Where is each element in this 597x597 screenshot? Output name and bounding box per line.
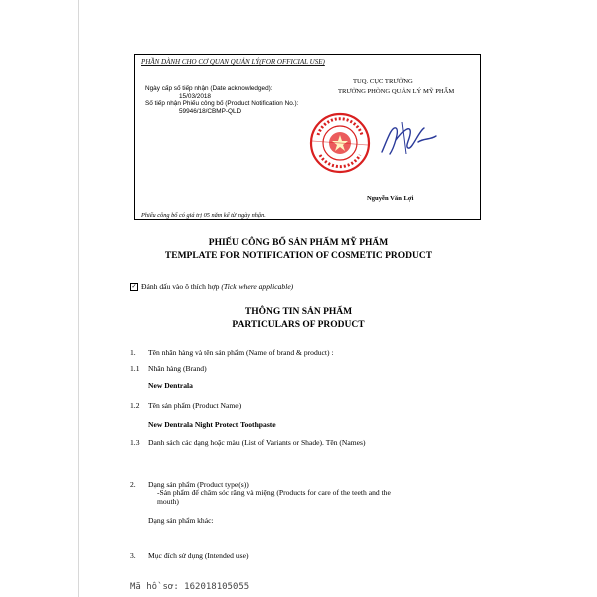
item-1-1-label: Nhãn hàng (Brand) [148, 364, 207, 373]
item-1-3-label: Danh sách các dạng hoặc màu (List of Variants or Shade). Tên (Names) [148, 438, 366, 447]
file-number: Mã hồ sơ: 162018105055 [130, 582, 250, 592]
title-vietnamese: PHIẾU CÔNG BỐ SẢN PHẨM MỸ PHẨM [208, 238, 389, 248]
product-name-value: New Dentrala Night Protect Toothpaste [148, 420, 276, 429]
brand-value: New Dentrala [148, 381, 193, 390]
title-english: TEMPLATE FOR NOTIFICATION OF COSMETIC PRODUCT [164, 251, 433, 261]
authority-line-2: TRƯỞNG PHÒNG QUẢN LÝ MỸ PHẨM [338, 88, 455, 95]
official-use-header: PHẦN DÀNH CHO CƠ QUAN QUẢN LÝ(FOR OFFICIAL USE) [141, 58, 325, 66]
item-1-2-number: 1.2 [130, 401, 140, 410]
section-title-english: PARTICULARS OF PRODUCT [232, 320, 365, 330]
notification-number-value: 59946/18/CBMP-QLD [179, 108, 242, 115]
notification-number-label: Số tiếp nhận Phiếu công bố (Product Notification No.): [145, 100, 299, 107]
item-2-number: 2. [130, 480, 136, 489]
item-2-label: Dạng sản phẩm (Product type(s)) [148, 480, 249, 489]
item-2-other-types: Dạng sản phẩm khác: [148, 516, 214, 525]
authority-line-1: TUQ. CỤC TRƯỞNG [353, 78, 413, 85]
signer-name: Nguyễn Văn Lợi [367, 195, 414, 202]
item-3-label: Mục đích sử dụng (Intended use) [148, 551, 249, 560]
item-1-number: 1. [130, 348, 136, 357]
date-acknowledged-label: Ngày cấp số tiếp nhận (Date acknowledged): [145, 85, 273, 92]
item-2-value-line-1: -Sản phẩm để chăm sóc răng và miệng (Products for care of the teeth and the [157, 488, 391, 497]
section-title-vietnamese: THÔNG TIN SẢN PHẨM [244, 307, 353, 317]
tick-note-vi: Đánh dấu vào ô thích hợp [141, 282, 220, 291]
item-1-1-number: 1.1 [130, 364, 140, 373]
tick-note [130, 282, 293, 291]
item-1-label: Tên nhãn hàng và tên sản phẩm (Name of brand & product) : [148, 348, 334, 357]
tick-note-en: (Tick where applicable) [221, 282, 294, 291]
item-1-2-label: Tên sản phẩm (Product Name) [148, 401, 242, 410]
validity-note: Phiếu công bố có giá trị 05 năm kể từ ngày nhận. [141, 212, 266, 219]
red-official-seal [308, 111, 372, 175]
date-acknowledged-value: 15/03/2018 [179, 93, 211, 100]
item-1-3-number: 1.3 [130, 438, 140, 447]
handwritten-signature [378, 118, 440, 158]
item-2-value-line-2: mouth) [157, 497, 179, 506]
official-use-box [134, 54, 481, 220]
page-edge [78, 0, 79, 597]
item-3-number: 3. [130, 551, 136, 560]
checkbox-icon: ✓ [131, 284, 137, 291]
